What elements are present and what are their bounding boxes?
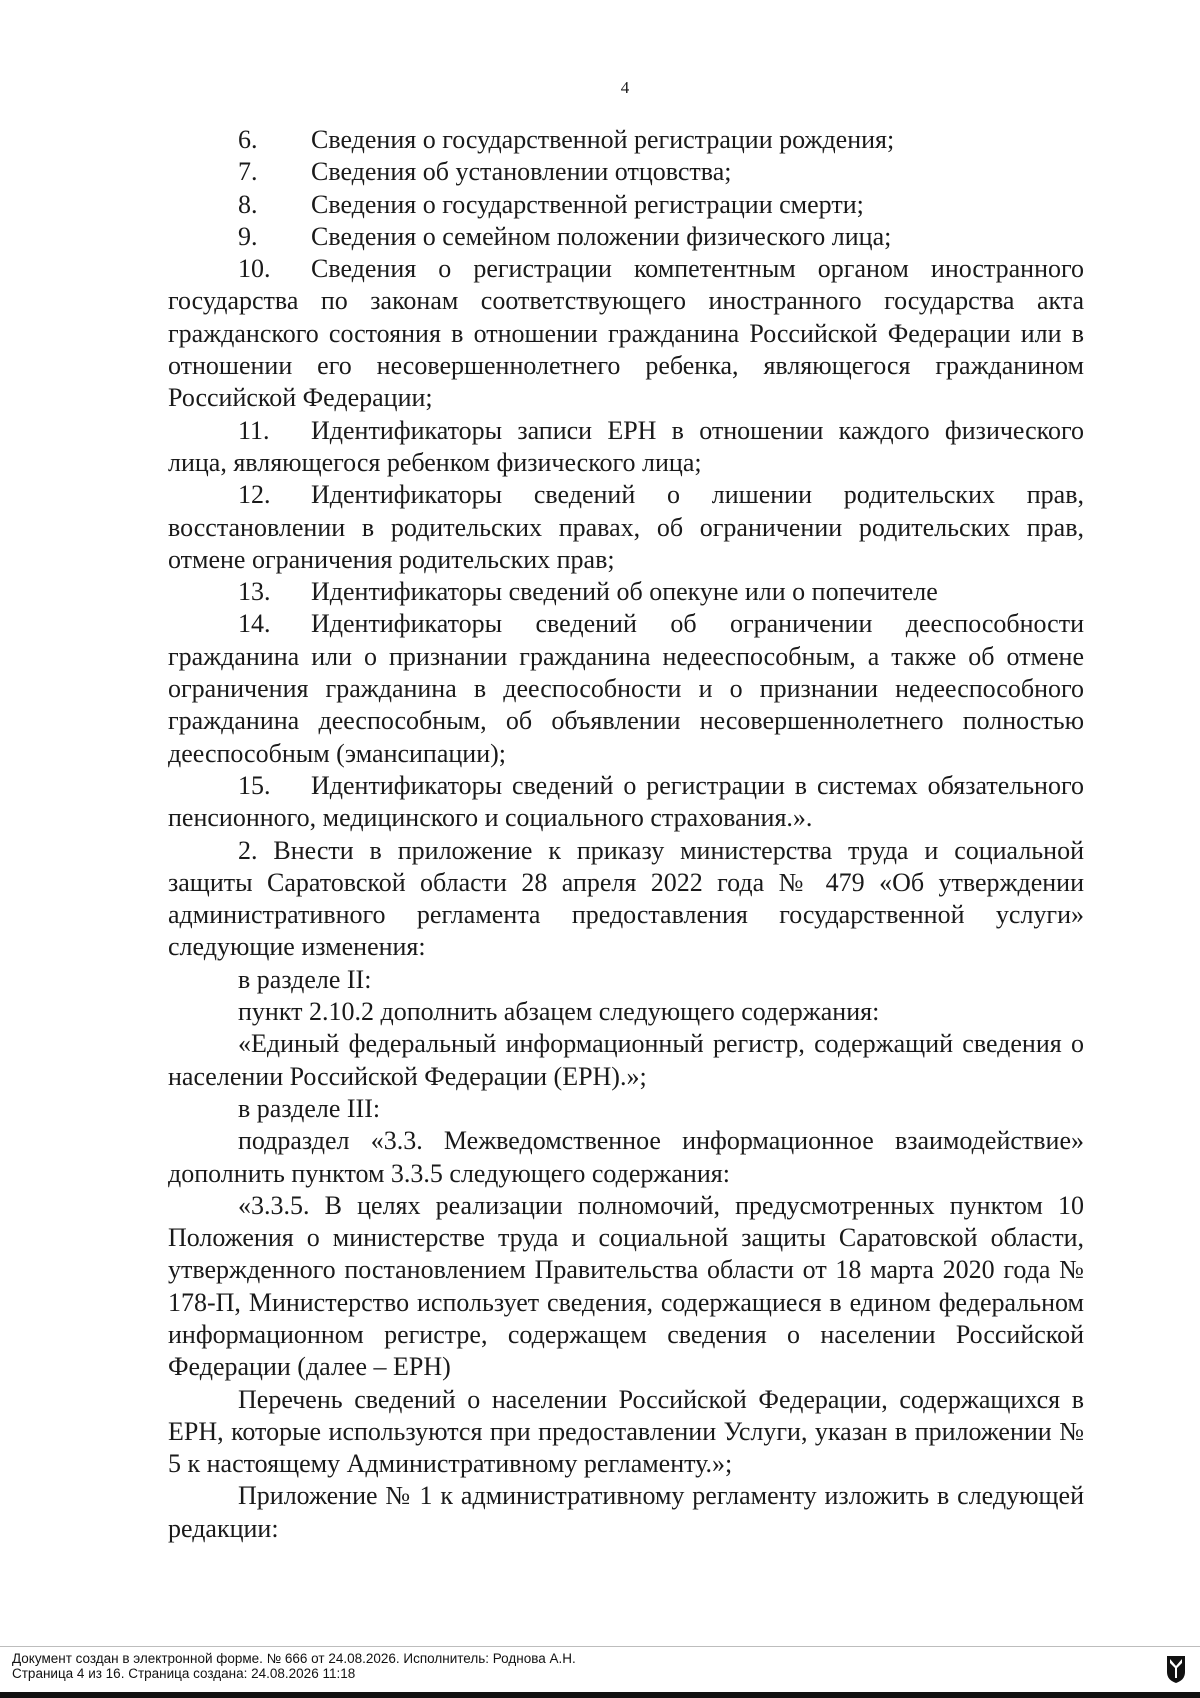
footer-line-1: Документ создан в электронной форме. № 666 от 24.08.2026. Исполнитель: Роднова А.Н. — [12, 1651, 576, 1666]
list-item — [168, 415, 1084, 480]
list-item — [168, 576, 1084, 608]
list-item — [168, 156, 1084, 188]
item-text: Сведения о регистрации компетентным органом иностранного государства по законам соответствующего иностранного государства акта гражданского состояния в отношении гражданина Российской Федерации или в отношении его несовершеннолетнего ребенка, являющегося гражданином Российской Федерации; — [168, 254, 1084, 413]
paragraph: в разделе III: — [238, 1093, 381, 1123]
item-text: Идентификаторы сведений об ограничении дееспособности гражданина или о признании гражданина недееспособным, а также об отмене ограничения гражданина в дееспособности и о признании недееспособного гражданина дееспособным, об объявлении несовершеннолетнего полностью дееспособным (эмансипации); — [168, 609, 1084, 768]
list-item — [168, 608, 1084, 769]
paragraph: в разделе II: — [238, 964, 372, 994]
item-text: Сведения об установлении отцовства; — [311, 157, 732, 187]
item-number: 6. — [238, 125, 258, 154]
item-text: Сведения о государственной регистрации рождения; — [311, 125, 895, 154]
item-text: Идентификаторы сведений о регистрации в системах обязательного пенсионного, медицинского и социального страхования.». — [168, 770, 1084, 833]
list-item — [168, 189, 1084, 221]
paragraph: «3.3.5. В целях реализации полномочий, предусмотренных пунктом 10 Положения о министерстве труда и социальной защиты Саратовской области, утвержденного постановлением Правительства области от 18 марта 2020 года № 178-П, Министерство использует сведения, содержащиеся в едином федеральном информационном регистре, содержащем сведения о населении Российской Федерации (далее – ЕРН) — [168, 1190, 1084, 1382]
item-number: 13. — [238, 577, 271, 607]
paragraph: пункт 2.10.2 дополнить абзацем следующего содержания: — [238, 997, 880, 1027]
item-text: Идентификаторы сведений о лишении родительских прав, восстановлении в родительских правах, об ограничении родительских прав, отмене ограничения родительских прав; — [168, 480, 1084, 574]
footer-divider — [0, 1646, 1200, 1647]
list-item — [168, 124, 1084, 156]
item-number: 10. — [238, 254, 271, 284]
paragraph: подраздел «3.3. Межведомственное информационное взаимодействие» дополнить пунктом 3.3.5 следующего содержания: — [168, 1126, 1084, 1188]
item-number: 15. — [238, 770, 271, 800]
list-item — [168, 253, 1084, 414]
paragraph: 2. Внести в приложение к приказу министерства труда и социальной защиты Саратовской области 28 апреля 2022 года № 479 «Об утверждении административного регламента предоставления государственной услуги» следующие изменения: — [168, 835, 1084, 962]
footer-line-2: Страница 4 из 16. Страница создана: 24.08.2026 11:18 — [12, 1666, 356, 1681]
item-number: 9. — [238, 221, 258, 251]
list-item — [168, 221, 1084, 253]
paragraph: Перечень сведений о населении Российской Федерации, содержащихся в ЕРН, которые используются при предоставлении Услуги, указан в приложении № 5 к настоящему Административному регламенту.»; — [168, 1384, 1084, 1479]
paragraph: Приложение № 1 к административному регламенту изложить в следующей редакции: — [168, 1481, 1084, 1543]
item-number: 7. — [238, 157, 258, 187]
item-text: Сведения о семейном положении физического лица; — [311, 221, 892, 251]
item-number: 11. — [238, 415, 270, 445]
coat-of-arms-icon — [1166, 1654, 1186, 1684]
item-text: Идентификаторы сведений об опекуне или о попечителе — [311, 577, 938, 607]
item-text: Сведения о государственной регистрации смерти; — [311, 189, 864, 219]
document-body — [168, 124, 1084, 1545]
paragraph: «Единый федеральный информационный регистр, содержащий сведения о населении Российской Федерации (ЕРН).»; — [168, 1029, 1084, 1091]
footer — [12, 1651, 576, 1681]
list-item — [168, 770, 1084, 835]
list-item — [168, 479, 1084, 576]
page-number: 4 — [620, 78, 630, 97]
item-number: 8. — [238, 189, 258, 219]
item-number: 14. — [238, 609, 271, 639]
footer-bar — [0, 1692, 1200, 1698]
item-number: 12. — [238, 480, 271, 510]
item-text: Идентификаторы записи ЕРН в отношении каждого физического лица, являющегося ребенком физического лица; — [168, 415, 1084, 477]
